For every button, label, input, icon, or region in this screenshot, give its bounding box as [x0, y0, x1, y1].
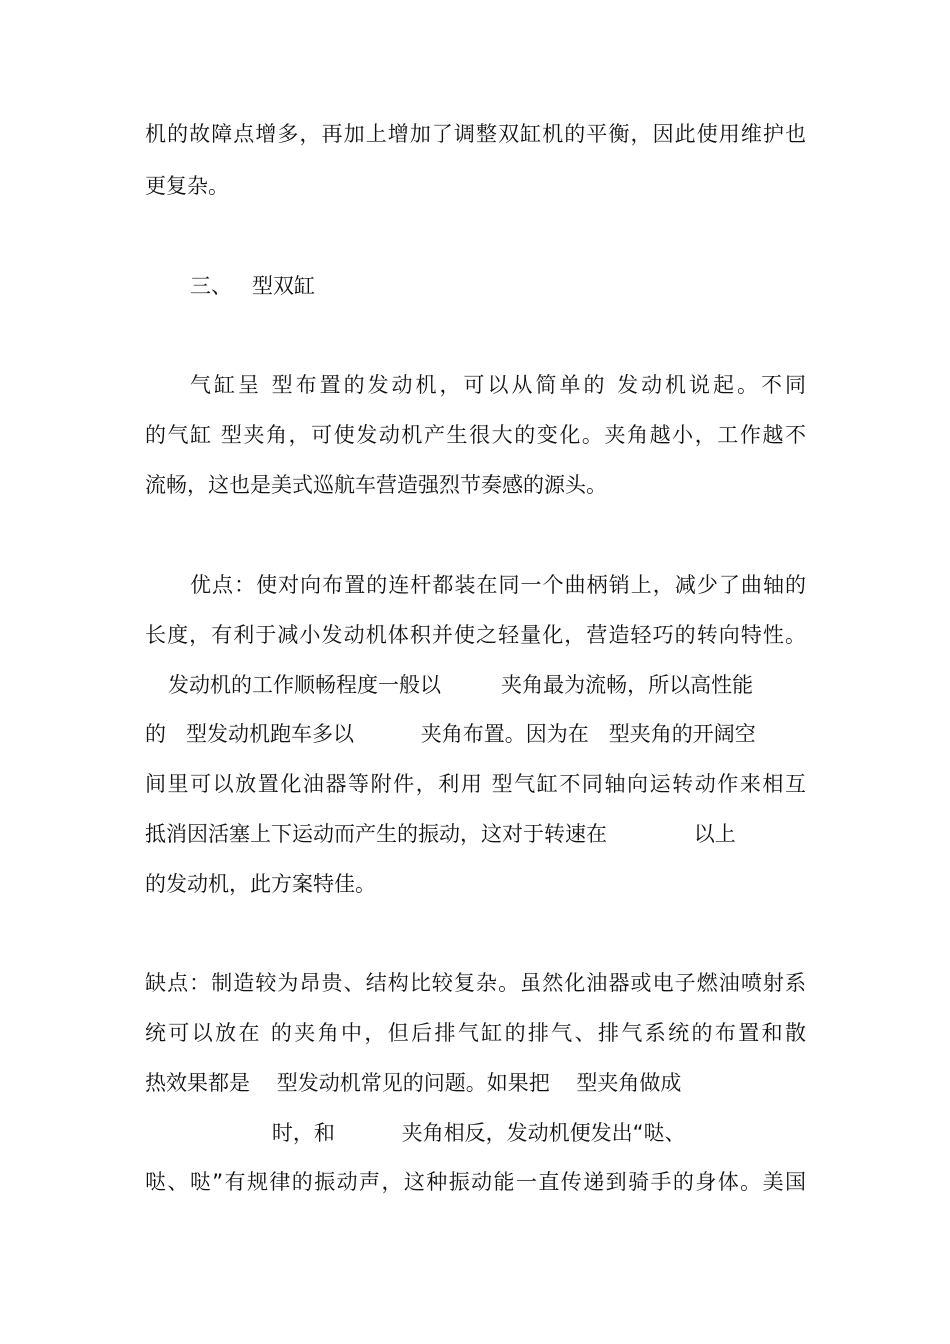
text-line: 长度，有利于减小发动机体积并使之轻量化，营造轻巧的转向特性。 [145, 623, 806, 647]
text-line: 哒、哒”有规律的振动声，这种振动能一直传递到骑手的身体。美国 [145, 1170, 806, 1194]
text-line: 缺点：制造较为昂贵、结构比较复杂。虽然化油器或电子燃油喷射系 [145, 971, 806, 995]
text-line: 的发动机，此方案特佳。 [145, 872, 376, 896]
text-line: 时，和 夹角相反，发动机便发出“哒、 [145, 1121, 686, 1145]
text-line: 机的故障点增多，再加上增加了调整双缸机的平衡，因此使用维护也 [145, 122, 806, 146]
text-line: 流畅，这也是美式巡航车营造强烈节奏感的源头。 [145, 473, 607, 497]
text-line: 的气缸 型夹角，可使发动机产生很大的变化。夹角越小，工作越不 [145, 423, 806, 447]
text-line: 发动机的工作顺畅程度一般以 夹角最为流畅，所以高性能 [168, 673, 754, 697]
text-line: 气缸呈 型布置的发动机，可以从简单的 发动机说起。不同 [190, 373, 806, 397]
text-line: 的 型发动机跑车多以 夹角布置。因为在 型夹角的开阔空 [145, 722, 756, 746]
text-line: 间里可以放置化油器等附件，利用 型气缸不同轴向运转动作来相互 [145, 772, 806, 796]
text-line: 更复杂。 [145, 174, 229, 198]
text-line: 优点：使对向布置的连杆都装在同一个曲柄销上，减少了曲轴的 [190, 573, 806, 597]
text-line: 抵消因活塞上下运动而产生的振动，这对于转速在 以上 [145, 822, 736, 846]
section-heading: 三、 型双缸 [190, 274, 316, 298]
text-line: 热效果都是 型发动机常见的问题。如果把 型夹角做成 [145, 1071, 682, 1095]
text-line: 统可以放在 的夹角中，但后排气缸的排气、排气系统的布置和散 [145, 1021, 806, 1045]
